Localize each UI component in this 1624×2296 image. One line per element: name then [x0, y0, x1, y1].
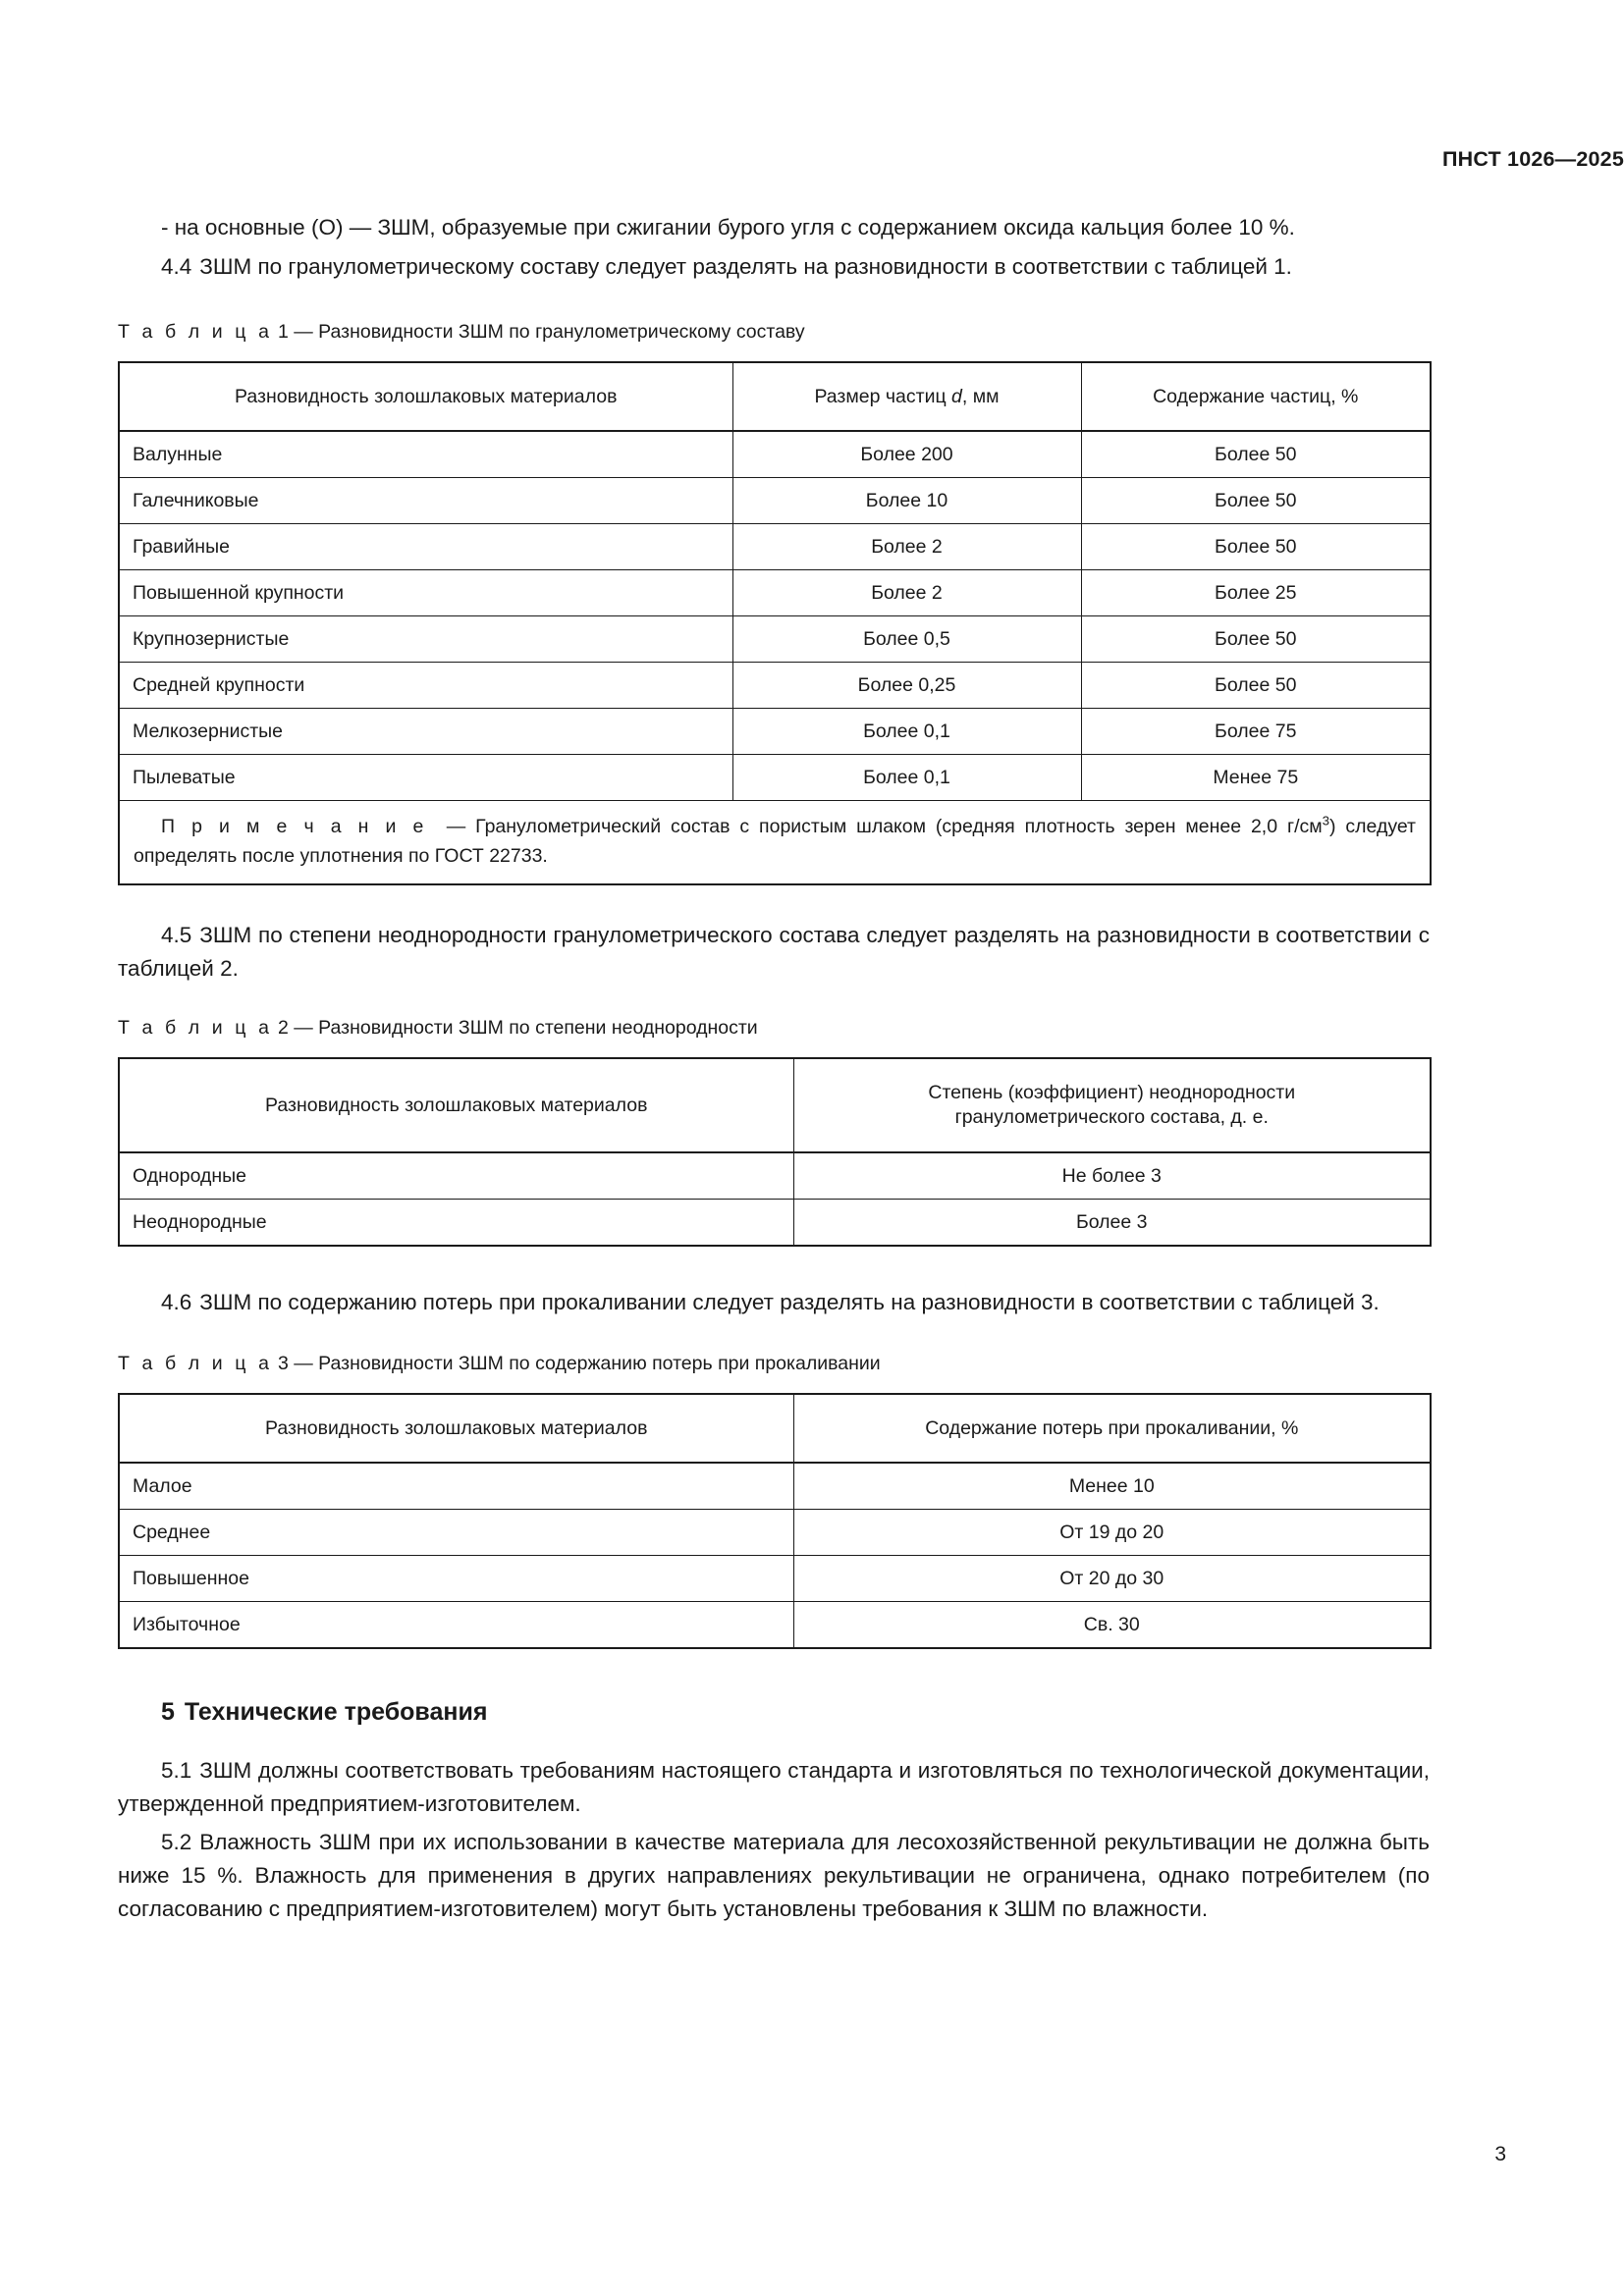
table1-header-particle-size-symbol: d — [951, 385, 962, 407]
section-5-title: Технические требования — [184, 1698, 488, 1726]
table1-row2-size: Более 2 — [732, 524, 1081, 570]
table-row — [119, 709, 1431, 755]
table1-row7-size: Более 0,1 — [732, 755, 1081, 801]
table1-body — [119, 431, 1431, 884]
paragraph-4-4-number: 4.4 — [161, 254, 192, 279]
table-row — [119, 1200, 1431, 1247]
table3-caption-number: 3 — [277, 1353, 289, 1374]
table2-row1-name: Неоднородные — [119, 1200, 793, 1247]
table2-header-heterogeneity-line2: гранулометрического состава, д. е. — [954, 1106, 1269, 1128]
table2-body — [119, 1152, 1431, 1246]
table3-row0-name: Малое — [119, 1463, 793, 1510]
table1-row6-name: Мелкозернистые — [119, 709, 732, 755]
table1-note — [119, 801, 1431, 885]
table3-row0-value: Менее 10 — [793, 1463, 1431, 1510]
table3-row2-name: Повышенное — [119, 1556, 793, 1602]
table1-caption — [118, 319, 1430, 345]
table1-caption-title: Разновидности ЗШМ по гранулометрическому составу — [318, 321, 805, 343]
table-granulometric-composition — [118, 361, 1432, 885]
table1-row6-size: Более 0,1 — [732, 709, 1081, 755]
table3-body — [119, 1463, 1431, 1648]
table1-row3-name: Повышенной крупности — [119, 570, 732, 616]
table1-row0-content: Более 50 — [1081, 431, 1431, 478]
table-row — [119, 1463, 1431, 1510]
table-row — [119, 570, 1431, 616]
paragraph-4-5-number: 4.5 — [161, 923, 192, 947]
table-heterogeneity-degree — [118, 1057, 1432, 1247]
table-row — [119, 1152, 1431, 1200]
paragraph-4-4-text: ЗШМ по гранулометрическому составу следует разделять на разновидности в соответствии с таблицей 1. — [199, 254, 1292, 279]
page-content — [118, 211, 1430, 1926]
table-row — [119, 755, 1431, 801]
table3-row1-name: Среднее — [119, 1510, 793, 1556]
table1-row4-content: Более 50 — [1081, 616, 1431, 663]
table1-header-particle-size-pre: Размер частиц — [814, 385, 952, 407]
table1-note-label: П р и м е ч а н и е — [161, 816, 427, 837]
paragraph-4-6-text: ЗШМ по содержанию потерь при прокаливании следует разделять на разновидности в соответствии с таблицей 3. — [199, 1290, 1380, 1314]
paragraph-4-5 — [118, 919, 1430, 986]
running-header: ПНСТ 1026—2025 — [1441, 147, 1624, 171]
table1-row1-name: Галечниковые — [119, 478, 732, 524]
table-row — [119, 616, 1431, 663]
paragraph-5-2-number: 5.2 — [161, 1830, 192, 1854]
table3-row2-value: От 20 до 30 — [793, 1556, 1431, 1602]
table3-row3-name: Избыточное — [119, 1602, 793, 1649]
table2-caption — [118, 1015, 1430, 1041]
table2-header-heterogeneity-line1: Степень (коэффициент) неоднородности — [928, 1082, 1296, 1103]
section-5-heading — [118, 1698, 1430, 1727]
table1-row1-content: Более 50 — [1081, 478, 1431, 524]
table1-row0-name: Валунные — [119, 431, 732, 478]
table-row — [119, 524, 1431, 570]
table1-note-dash: — — [446, 816, 466, 837]
table3-caption-label: Т а б л и ц а — [118, 1353, 273, 1374]
table1-note-superscript: 3 — [1322, 813, 1330, 828]
table1-row0-size: Более 200 — [732, 431, 1081, 478]
table1-header-particle-size-post: , мм — [961, 385, 1000, 407]
table1-header-particle-size — [732, 362, 1081, 431]
paragraph-4-6 — [118, 1286, 1430, 1319]
paragraph-5-2 — [118, 1826, 1430, 1926]
table2-row0-value: Не более 3 — [793, 1152, 1431, 1200]
table1-row1-size: Более 10 — [732, 478, 1081, 524]
table-row — [119, 1556, 1431, 1602]
table1-note-text-1: Гранулометрический состав с пористым шлаком (средняя плотность зерен менее 2,0 г/см — [475, 816, 1323, 837]
table2-header-row — [119, 1058, 1431, 1152]
table1-row5-content: Более 50 — [1081, 663, 1431, 709]
paragraph-5-1-text: ЗШМ должны соответствовать требованиям настоящего стандарта и изготовляться по технологической документации, утвержденной предприятием-изготовителем. — [118, 1758, 1430, 1816]
paragraph-4-4 — [118, 250, 1430, 284]
table1-row7-content: Менее 75 — [1081, 755, 1431, 801]
table3-header-row — [119, 1394, 1431, 1463]
table1-row3-content: Более 25 — [1081, 570, 1431, 616]
table3-header-material: Разновидность золошлаковых материалов — [119, 1394, 793, 1463]
table1-note-row — [119, 801, 1431, 885]
table1-header-row — [119, 362, 1431, 431]
page-number: 3 — [1494, 2143, 1506, 2165]
table-row — [119, 478, 1431, 524]
table2-caption-number: 2 — [277, 1017, 289, 1039]
table1-row4-size: Более 0,5 — [732, 616, 1081, 663]
table-row — [119, 431, 1431, 478]
paragraph-4-5-text: ЗШМ по степени неоднородности гранулометрического состава следует разделять на разновидности в соответствии с таблицей 2. — [118, 923, 1430, 981]
table3-header-loss-content: Содержание потерь при прокаливании, % — [793, 1394, 1431, 1463]
table1-header-particle-content: Содержание частиц, % — [1081, 362, 1431, 431]
table1-caption-dash: — — [294, 321, 313, 343]
paragraph-bullet-osnovnye: - на основные (О) — ЗШМ, образуемые при сжигании бурого угля с содержанием оксида кальция более 10 %. — [161, 215, 1295, 240]
table1-row2-name: Гравийные — [119, 524, 732, 570]
table1-note-text-2: ) следует определять после уплотнения по ГОСТ 22733. — [134, 816, 1416, 867]
table2-row0-name: Однородные — [119, 1152, 793, 1200]
paragraph-5-1-number: 5.1 — [161, 1758, 192, 1783]
table1-row2-content: Более 50 — [1081, 524, 1431, 570]
table1-caption-label: Т а б л и ц а — [118, 321, 273, 343]
table-ignition-loss-content — [118, 1393, 1432, 1649]
section-5-number: 5 — [161, 1698, 175, 1726]
table1-row5-size: Более 0,25 — [732, 663, 1081, 709]
table-row — [119, 1602, 1431, 1649]
table2-caption-dash: — — [294, 1017, 313, 1039]
table1-caption-number: 1 — [277, 321, 289, 343]
table3-caption-title: Разновидности ЗШМ по содержанию потерь при прокаливании — [318, 1353, 881, 1374]
table-row — [119, 663, 1431, 709]
table1-row7-name: Пылеватые — [119, 755, 732, 801]
table1-row5-name: Средней крупности — [119, 663, 732, 709]
table2-caption-title: Разновидности ЗШМ по степени неоднородности — [318, 1017, 758, 1039]
table3-caption — [118, 1351, 1430, 1376]
table2-header-material: Разновидность золошлаковых материалов — [119, 1058, 793, 1152]
table3-caption-dash: — — [294, 1353, 313, 1374]
table-row — [119, 1510, 1431, 1556]
table1-header-material: Разновидность золошлаковых материалов — [119, 362, 732, 431]
paragraph-5-2-text: Влажность ЗШМ при их использовании в качестве материала для лесохозяйственной рекультивации не должна быть ниже 15 %. Влажность для применения в других направлениях рекультивации не ограничена, однако потребителем (по согласованию с предприятием-изготовителем) могут быть установлены требования к ЗШМ по влажности. — [118, 1830, 1430, 1921]
table3-row1-value: От 19 до 20 — [793, 1510, 1431, 1556]
paragraph-4-6-number: 4.6 — [161, 1290, 192, 1314]
table2-row1-value: Более 3 — [793, 1200, 1431, 1247]
paragraph-5-1 — [118, 1754, 1430, 1821]
table3-row3-value: Св. 30 — [793, 1602, 1431, 1649]
table1-row4-name: Крупнозернистые — [119, 616, 732, 663]
table2-caption-label: Т а б л и ц а — [118, 1017, 273, 1039]
table1-row3-size: Более 2 — [732, 570, 1081, 616]
table2-header-heterogeneity — [793, 1058, 1431, 1152]
table1-row6-content: Более 75 — [1081, 709, 1431, 755]
